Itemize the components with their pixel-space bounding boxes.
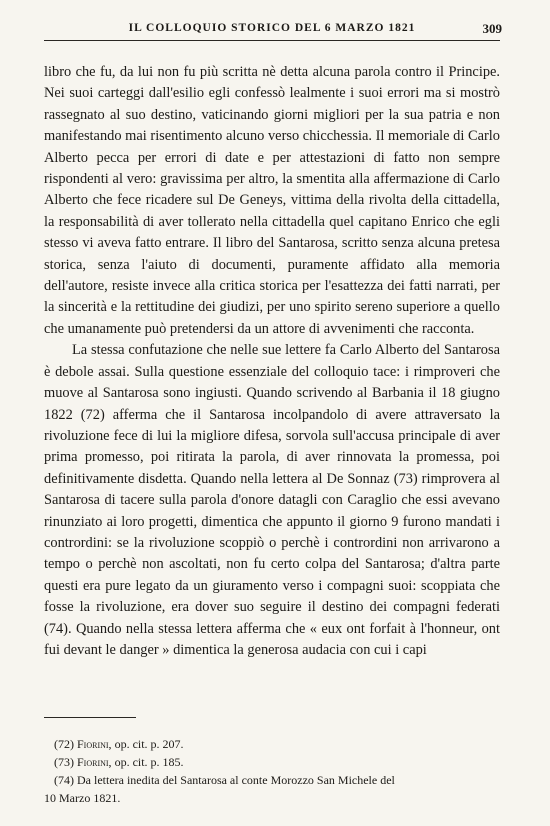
footnote-author: Fiorini,	[77, 737, 112, 751]
footnote-number: (73)	[54, 755, 74, 769]
footnote-reference: op. cit. p. 207.	[114, 737, 184, 751]
footnote-text: Da lettera inedita del Santarosa al conte Morozzo San Michele del	[77, 773, 395, 787]
footnote-number: (72)	[54, 737, 74, 751]
footnote-author: Fiorini,	[77, 755, 112, 769]
footnote-divider	[44, 717, 136, 718]
body-text	[44, 62, 500, 661]
footnote-72	[44, 735, 500, 753]
page-number: 309	[482, 21, 502, 36]
footnotes	[44, 735, 500, 807]
footnote-number: (74)	[54, 773, 74, 787]
paragraph: La stessa confutazione che nelle sue lettere fa Carlo Alberto del Santarosa è debole assai. Sulla questione essenziale del colloquio tace: i rimproveri che muove al Santarosa sono ingiusti. Quando scrivendo al Barbania il 18 giugno 1822 (72) afferma che il Santarosa incolpandolo di avere attraversato la rivoluzione fece di lui la migliore difesa, sorvola sull'accusa principale di aver prima promesso, poi ritirata la parola, di aver rinnovata la promessa, poi definitivamente disdetta. Quando nella lettera al De Sonnaz (73) rimprovera al Santarosa di tacere sulla parola d'onore datagli con Caraglio che essi avevano rinunziato ai loro progetti, dimentica che appunto il giorno 9 furono mandati i contrordini: se la rivoluzione scoppiò o perchè i contrordini non arrivarono a tempo o perchè non ascoltati, non fu certo colpa del Santarosa; d'altra parte questi era pure legato da un giuramento verso i compagni suoi: scoppiata che fosse la rivoluzione, era dover suo seguire il destino dei compagni federati (74). Quando nella stessa lettera afferma che « eux ont forfait à l'honneur, ont fui devant le danger » dimentica la generosa audacia con cui i capi	[44, 342, 500, 658]
footnote-74	[44, 771, 500, 789]
footnote-73	[44, 753, 500, 771]
footnote-reference: op. cit. p. 185.	[114, 755, 184, 769]
paragraph: libro che fu, da lui non fu più scritta nè detta alcuna parola contro il Principe. Nei suoi carteggi dall'esilio egli confessò lealmente i suoi errori ma si mostrò rassegnato al suo destino, vaticinando giorni migliori per la sua patria e non manifestando mai risentimento alcuno verso chicchessia. Il memoriale di Carlo Alberto pecca per errori di date e per attestazioni di fatto non sempre rispondenti al vero: gravissima per altro, la smentita alla affermazione di Carlo Alberto che fece ricadere sul De Geneys, vittima della rivolta della cittadella, la responsabilità di aver tollerato nella cittadella quel capitano Enrico che egli stesso vi aveva fatto entrare. Il libro del Santarosa, scritto senza alcuna pretesa storica, senza l'aiuto di documenti, puramente affidato alla memoria dell'autore, resiste invece alla critica storica per l'esattezza dei fatti narrati, per la sincerità e la rettitudine dei giudizi, per uno spirito sereno superiore a quello che umanamente può pretendersi da un attore di avvenimenti che racconta.	[44, 64, 500, 337]
footnote-74-continuation: 10 Marzo 1821.	[44, 791, 121, 805]
running-header	[44, 22, 500, 41]
running-title: IL COLLOQUIO STORICO DEL 6 MARZO 1821	[128, 22, 416, 34]
